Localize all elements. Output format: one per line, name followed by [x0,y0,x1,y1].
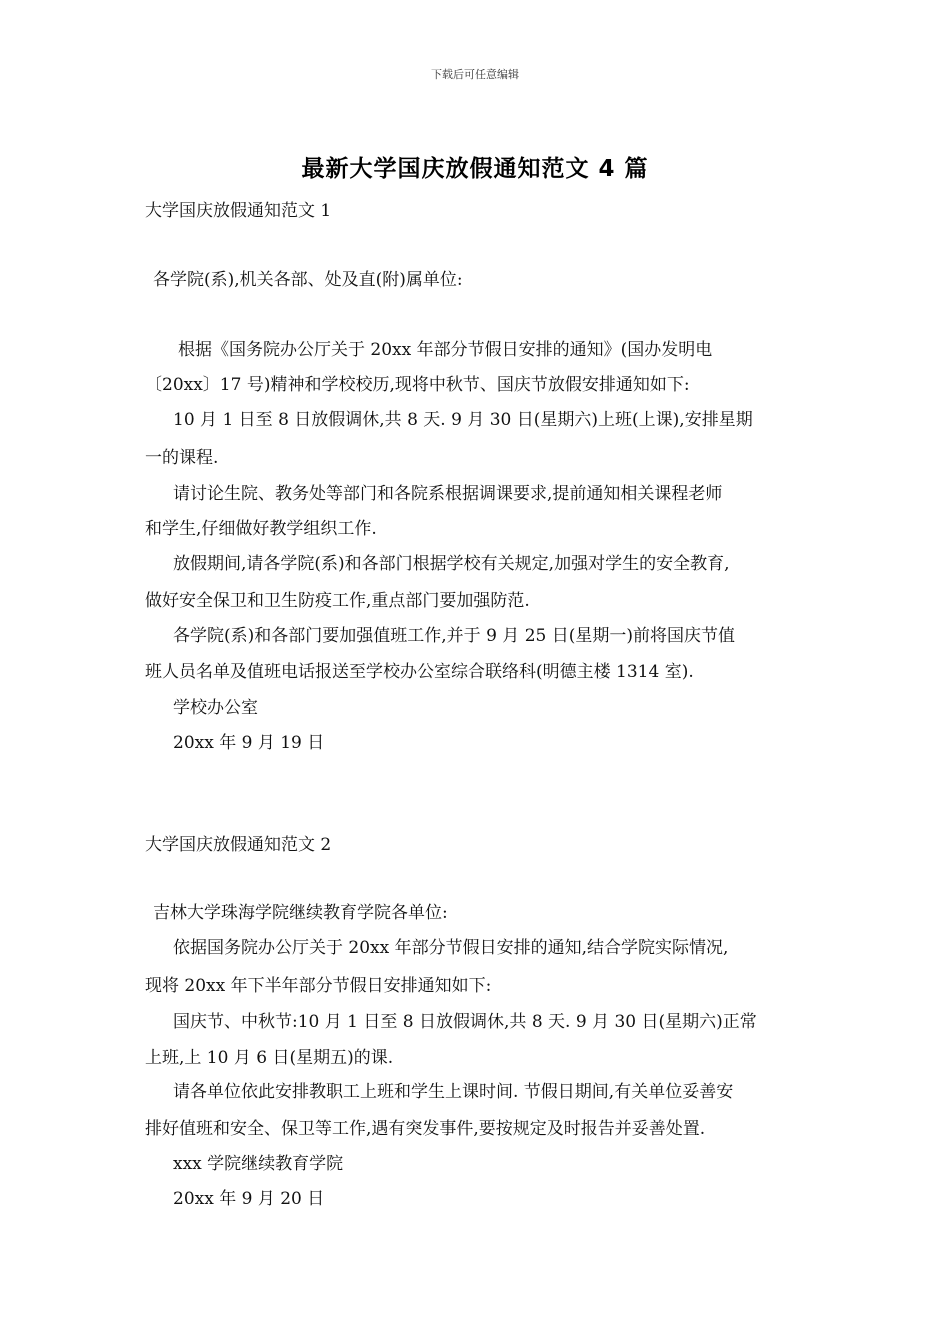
section1-paragraph5-line2: 班人员名单及值班电话报送至学校办公室综合联络科(明德主楼 1314 室). [145,662,694,682]
section1-paragraph2-line1: 10 月 1 日至 8 日放假调休,共 8 天. 9 月 30 日(星期六)上班(上课),安排星期 [173,410,753,430]
section1-paragraph1-line2: 〔20xx〕17 号)精神和学校校历,现将中秋节、国庆节放假安排通知如下: [145,375,690,395]
section2-paragraph3-line1: 请各单位依此安排教职工上班和学生上课时间. 节假日期间,有关单位妥善安 [173,1082,734,1102]
section2-paragraph1-line2: 现将 20xx 年下半年部分节假日安排通知如下: [145,976,492,996]
section2-paragraph3-line2: 排好值班和安全、保卫等工作,遇有突发事件,要按规定及时报告并妥善处置. [145,1119,706,1139]
section1-heading: 大学国庆放假通知范文 1 [145,201,332,221]
section1-date: 20xx 年 9 月 19 日 [173,733,325,753]
section2-date: 20xx 年 9 月 20 日 [173,1189,325,1209]
section1-paragraph5-line1: 各学院(系)和各部门要加强值班工作,并于 9 月 25 日(星期一)前将国庆节值 [173,626,735,646]
section1-paragraph1-line1: 根据《国务院办公厅关于 20xx 年部分节假日安排的通知》(国办发明电 [178,340,713,360]
document-title: 最新大学国庆放假通知范文 4 篇 [301,156,649,182]
section1-paragraph3-line2: 和学生,仔细做好教学组织工作. [145,519,377,539]
section1-paragraph4-line2: 做好安全保卫和卫生防疫工作,重点部门要加强防范. [145,591,530,611]
section2-paragraph2-line2: 上班,上 10 月 6 日(星期五)的课. [145,1048,394,1068]
section1-signature: 学校办公室 [173,698,258,718]
section2-paragraph1-line1: 依据国务院办公厅关于 20xx 年部分节假日安排的通知,结合学院实际情况, [173,938,729,958]
section1-paragraph4-line1: 放假期间,请各学院(系)和各部门根据学校有关规定,加强对学生的安全教育, [173,554,730,574]
section1-salutation: 各学院(系),机关各部、处及直(附)属单位: [153,270,463,290]
section2-salutation: 吉林大学珠海学院继续教育学院各单位: [153,903,448,923]
section2-heading: 大学国庆放假通知范文 2 [145,835,332,855]
section2-paragraph2-line1: 国庆节、中秋节:10 月 1 日至 8 日放假调休,共 8 天. 9 月 30 日(星期六)正常 [173,1012,757,1032]
section1-paragraph2-line2: 一的课程. [145,448,219,468]
section1-paragraph3-line1: 请讨论生院、教务处等部门和各院系根据调课要求,提前通知相关课程老师 [173,484,723,504]
header-note: 下载后可任意编辑 [431,68,519,81]
section2-signature: xxx 学院继续教育学院 [173,1154,344,1174]
